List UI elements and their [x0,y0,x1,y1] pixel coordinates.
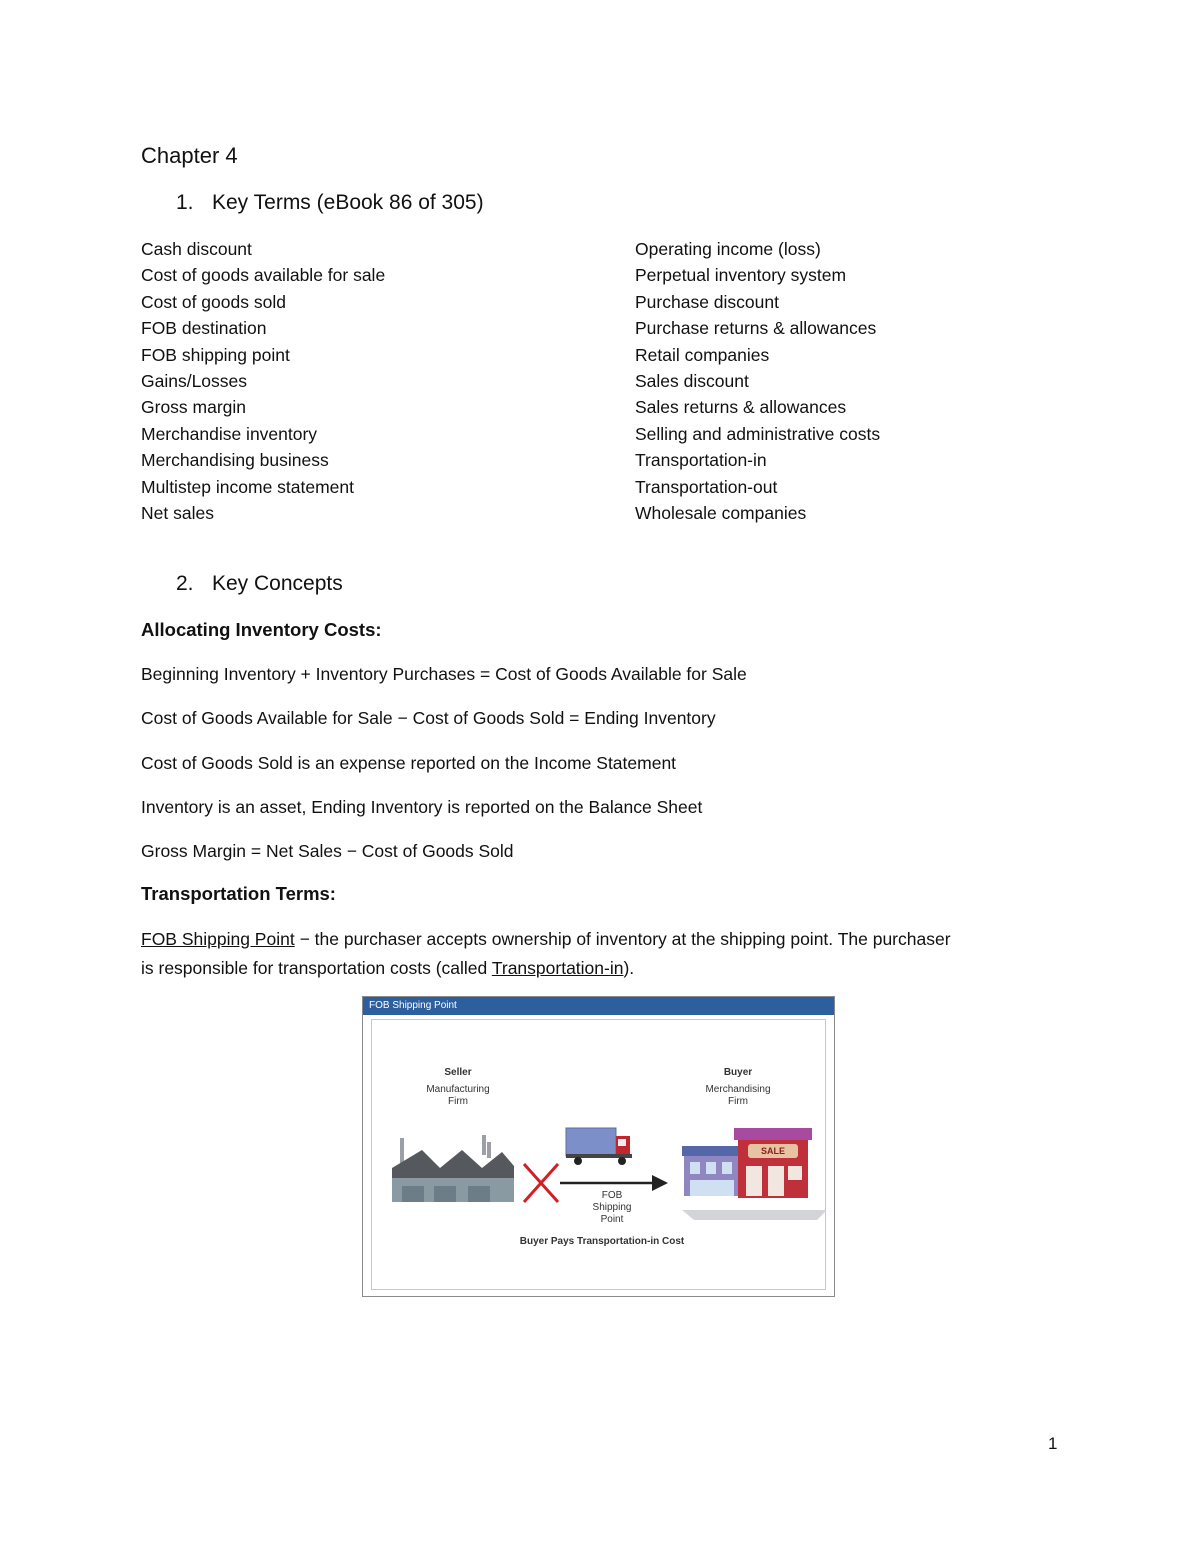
chapter-title: Chapter 4 [141,143,238,168]
key-term: Net sales [141,503,214,524]
seller-label: Seller [444,1067,472,1078]
key-term: Transportation-out [635,476,778,497]
key-term: Selling and administrative costs [635,423,881,444]
figure-canvas [371,1019,826,1290]
buyer-label: Buyer [723,1067,753,1078]
figure-caption: Buyer Pays Transportation-in Cost [519,1236,685,1247]
key-term: Gains/Losses [141,371,248,392]
truck-icon [566,1128,632,1165]
key-term: Cost of goods sold [141,291,286,312]
key-terms-column-left [141,236,385,526]
store-icon [682,1128,827,1220]
key-term: Cost of goods available for sale [141,265,386,286]
key-term: Transportation-in [635,450,767,471]
fob-shipping-point-figure [362,996,835,1297]
fob-point-label: FOB Shipping Point [592,1190,632,1225]
fob-term: FOB Shipping Point [141,929,295,949]
sale-sign-text: SALE [760,1146,786,1156]
section-title: Key Terms (eBook 86 of 305) [212,191,484,214]
key-term: Merchandising business [141,450,329,471]
key-term: Gross margin [141,397,247,418]
key-term: Perpetual inventory system [635,265,847,286]
section-number: 1. [176,191,194,214]
key-term: Operating income (loss) [635,239,821,259]
section-heading-key-terms [176,189,484,217]
seller-subtitle: Manufacturing Firm [426,1084,490,1107]
figure-title-bar: FOB Shipping Point [363,997,834,1015]
key-term: Wholesale companies [635,503,807,524]
factory-icon [392,1135,514,1202]
fob-definition-end: ). [623,958,635,978]
key-term: Multistep income statement [141,476,355,497]
section-title: Key Concepts [212,572,343,595]
transportation-in-term: Transportation-in [491,958,624,978]
allocating-heading: Allocating Inventory Costs: [141,619,382,640]
concept-line: Beginning Inventory + Inventory Purchases = Cost of Goods Available for Sale [141,664,747,684]
concept-line: Gross Margin = Net Sales − Cost of Goods Sold [141,841,514,861]
concept-line: Inventory is an asset, Ending Inventory is reported on the Balance Sheet [141,797,703,817]
key-term: FOB destination [141,318,267,339]
key-term: Cash discount [141,239,252,259]
buyer-subtitle: Merchandising Firm [705,1084,771,1107]
key-term: Purchase discount [635,291,779,312]
shipment-arrow-icon [560,1175,668,1191]
key-term: Sales discount [635,371,749,392]
page-number: 1 [1048,1434,1058,1453]
shipping-illustration [372,1020,827,1291]
transportation-heading: Transportation Terms: [141,883,336,904]
fob-definition: − the purchaser accepts ownership of inventory at the shipping point. The purchaser [294,929,951,949]
fob-paragraph-line2 [141,954,634,982]
section-number: 2. [176,572,194,595]
concept-line: Cost of Goods Sold is an expense reported on the Income Statement [141,753,677,773]
concept-line: Cost of Goods Available for Sale − Cost of Goods Sold = Ending Inventory [141,708,716,728]
key-term: Purchase returns & allowances [635,318,877,339]
section-heading-key-concepts [176,570,343,598]
key-terms-column-right [635,236,880,526]
key-term: Sales returns & allowances [635,397,847,418]
key-term: FOB shipping point [141,344,290,365]
key-term: Retail companies [635,344,770,365]
fob-definition-cont: is responsible for transportation costs (called [141,958,492,978]
fob-paragraph-line1 [141,925,951,953]
no-ownership-x-icon [524,1164,558,1202]
key-term: Merchandise inventory [141,423,318,444]
